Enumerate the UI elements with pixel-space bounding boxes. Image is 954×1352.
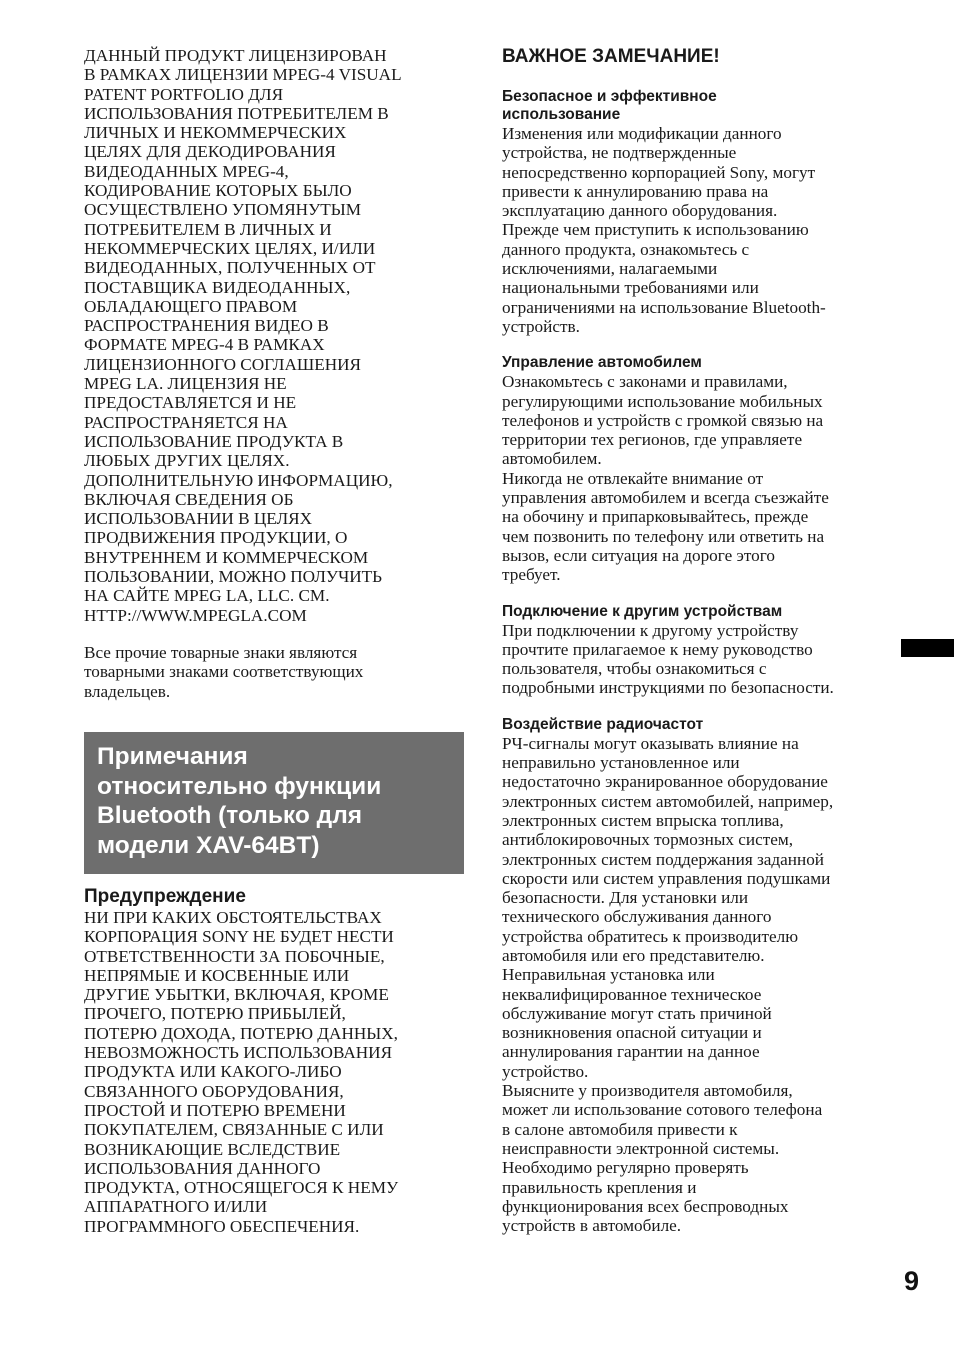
right-column: [502, 46, 882, 1235]
section-title-box: [84, 732, 464, 874]
safety-section: [502, 88, 882, 336]
driving-heading: Управление автомобилем: [502, 354, 702, 372]
important-notice-heading: ВАЖНОЕ ЗАМЕЧАНИЕ!: [502, 46, 720, 67]
warning-heading: Предупреждение: [84, 886, 246, 907]
page-number: 9: [904, 1266, 920, 1296]
warning-block: [84, 886, 464, 1236]
left-column: [84, 46, 464, 701]
side-tab-marker: [901, 639, 954, 657]
warning-text: НИ ПРИ КАКИХ ОБСТОЯТЕЛЬСТВАХ КОРПОРАЦИЯ SONY НЕ БУДЕТ НЕСТИ ОТВЕТСТВЕННОСТИ ЗА ПОБОЧНЫЕ, НЕПРЯМЫЕ И КОСВЕННЫЕ ИЛИ ДРУГИЕ УБЫТКИ, ВКЛЮЧАЯ, КРОМЕ ПРОЧЕГО, ПОТЕРЮ ПРИБЫЛЕЙ, ПОТЕРЮ ДОХОДА, ПОТЕРЮ ДАННЫХ, НЕВОЗМОЖНОСТЬ ИСПОЛЬЗОВАНИЯ ПРОДУКТА ИЛИ КАКОГО-ЛИБО СВЯЗАННОГО ОБОРУДОВАНИЯ, ПРОСТОЙ И ПОТЕРЮ ВРЕМЕНИ ПОКУПАТЕЛЕМ, СВЯЗАННЫЕ С ИЛИ ВОЗНИКАЮЩИЕ ВСЛЕДСТВИЕ ИСПОЛЬЗОВАНИЯ ДАННОГО ПРОДУКТА, ОТНОСЯЩЕГОСЯ К НЕМУ АППАРАТНОГО И/ИЛИ ПРОГРАММНОГО ОБЕСПЕЧЕНИЯ.: [84, 908, 399, 1236]
trademark-notice: Все прочие товарные знаки являются товарными знаками соответствующих владельцев.: [84, 642, 364, 701]
connection-section: [502, 603, 882, 698]
connection-text: При подключении к другому устройству прочтите прилагаемое к нему руководство пользователя, чтобы ознакомиться с подробными инструкциями по безопасности.: [502, 620, 834, 698]
rf-heading: Воздействие радиочастот: [502, 715, 704, 733]
section-title: Примечания относительно функции Bluetooth (только для модели XAV-64BT): [97, 743, 382, 859]
safety-text: Изменения или модификации данного устройства, не подтвержденные непосредственно корпорацией Sony, могут привести к аннулированию права на эксплуатацию данного оборудования. Прежде чем приступить к использованию данного продукта, ознакомьтесь с исключениями, налагаемыми национальными требованиями или ограничениями на использование Bluetooth- устройств.: [502, 124, 826, 336]
license-notice: ДАННЫЙ ПРОДУКТ ЛИЦЕНЗИРОВАН В РАМКАХ ЛИЦЕНЗИИ MPEG-4 VISUAL PATENT PORTFOLIO ДЛЯ ИСПОЛЬЗОВАНИЯ ПОТРЕБИТЕЛЕМ В ЛИЧНЫХ И НЕКОММЕРЧЕСКИХ ЦЕЛЯХ ДЛЯ ДЕКОДИРОВАНИЯ ВИДЕОДАННЫХ MPEG-4, КОДИРОВАНИЕ КОТОРЫХ БЫЛО ОСУЩЕСТВЛЕНО УПОМЯНУТЫМ ПОТРЕБИТЕЛЕМ В ЛИЧНЫХ И НЕКОММЕРЧЕСКИХ ЦЕЛЯХ, И/ИЛИ ВИДЕОДАННЫХ, ПОЛУЧЕННЫХ ОТ ПОСТАВЩИКА ВИДЕОДАННЫХ, ОБЛАДАЮЩЕГО ПРАВОМ РАСПРОСТРАНЕНИЯ ВИДЕО В ФОРМАТЕ MPEG-4 В РАМКАХ ЛИЦЕНЗИОННОГО СОГЛАШЕНИЯ MPEG LA. ЛИЦЕНЗИЯ НЕ ПРЕДОСТАВЛЯЕТСЯ И НЕ РАСПРОСТРАНЯЕТСЯ НА ИСПОЛЬЗОВАНИЕ ПРОДУКТА В ЛЮБЫХ ДРУГИХ ЦЕЛЯХ. ДОПОЛНИТЕЛЬНУЮ ИНФОРМАЦИЮ, ВКЛЮЧАЯ СВЕДЕНИЯ ОБ ИСПОЛЬЗОВАНИИ В ЦЕЛЯХ ПРОДВИЖЕНИЯ ПРОДУКЦИИ, О ВНУТРЕННЕМ И КОММЕРЧЕСКОМ ПОЛЬЗОВАНИИ, МОЖНО ПОЛУЧИТЬ НА САЙТЕ MPEG LA, LLC. СМ. HTTP://WWW.MPEGLA.COM: [84, 46, 402, 625]
driving-section: [502, 354, 882, 584]
driving-text: Ознакомьтесь с законами и правилами, регулирующими использование мобильных телефонов и устройств с громкой связью на территории тех регионов, где управляете автомобилем. Никогда не отвлекайте внимание от управления автомобилем и всегда съезжайте на обочину и припарковывайтесь, прежде чем позвонить по телефону или ответить на вызов, если ситуация на дороге этого требует.: [502, 372, 829, 585]
rf-section: [502, 716, 882, 1236]
safety-heading: Безопасное и эффективное использование: [502, 88, 717, 123]
connection-heading: Подключение к другим устройствам: [502, 602, 783, 620]
rf-text: РЧ-сигналы могут оказывать влияние на неправильно установленное или недостаточно экранированное оборудование электронных систем автомобилей, например, электронных систем впрыска топлива, антиблокировочных тормозных систем, электронных систем поддержания заданной скорости или систем управления подушками безопасности. Для установки или технического обслуживания данного устройства обратитесь к производителю автомобиля или его представителю. Неправильная установка или неквалифицированное техническое обслуживание могут стать причиной возникновения опасной ситуации и аннулирования гарантии на данное устройство. Выясните у производителя автомобиля, может ли использование сотового телефона в салоне автомобиля привести к неисправности электронной системы. Необходимо регулярно проверять правильность крепления и функционирования всех беспроводных устройств в автомобиле.: [502, 733, 834, 1236]
